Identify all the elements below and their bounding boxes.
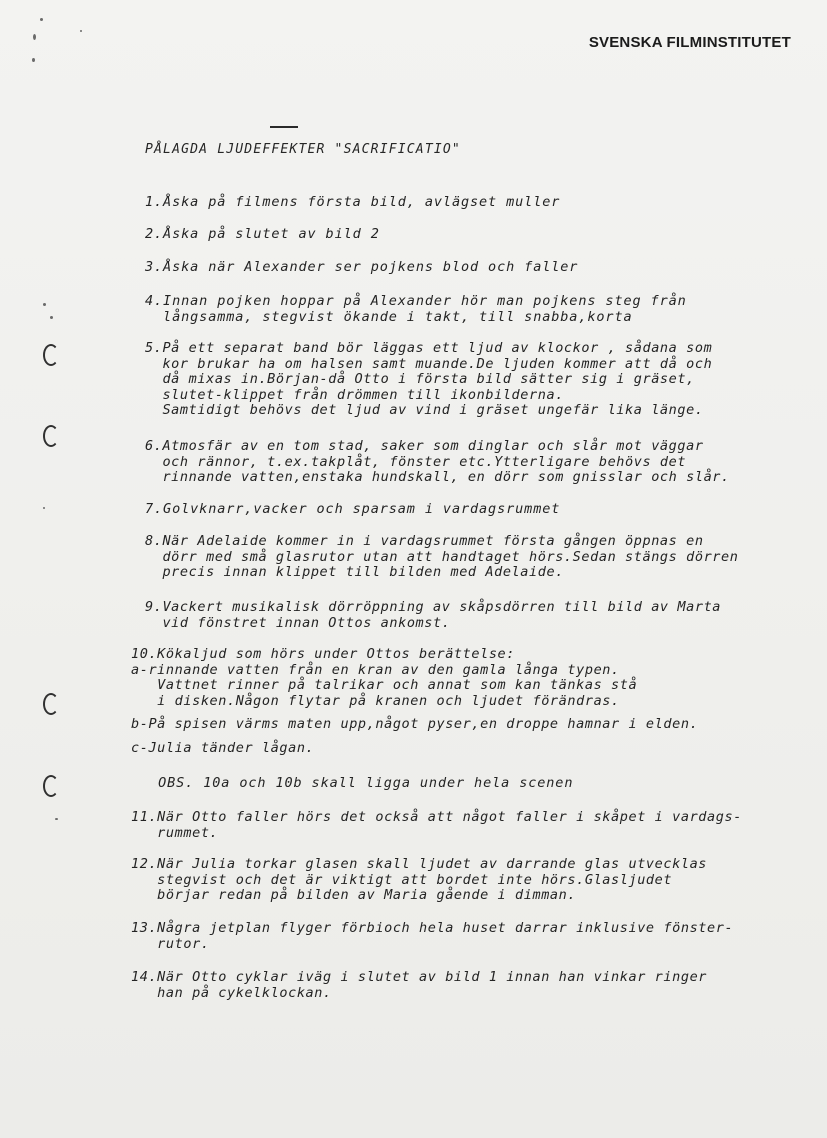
list-item <box>145 294 815 325</box>
list-item <box>131 810 801 841</box>
item-line: OBS. 10a och 10b skall ligga under hela scenen <box>131 775 574 791</box>
item-line: Vattnet rinner på talrikar och annat som kan tänkas stå <box>131 677 638 693</box>
list-item <box>145 341 815 419</box>
item-line: 7.Golvknarr,vacker och sparsam i vardagsrummet <box>145 501 561 517</box>
speck-mark <box>32 58 35 62</box>
item-line: dörr med små glasrutor utan att handtaget hörs.Sedan stängs dörren <box>145 548 739 565</box>
item-line: i disken.Någon flytar på kranen och ljudet förändras. <box>131 692 620 709</box>
item-line: precis innan klippet till bilden med Adelaide. <box>145 564 564 580</box>
list-item <box>145 195 815 211</box>
punch-hole-icon <box>43 425 59 447</box>
speck-mark <box>80 30 82 32</box>
punch-hole-icon <box>43 693 59 715</box>
item-line: 6.Atmosfär av en tom stad, saker som dinglar och slår mot väggar <box>145 438 704 454</box>
item-line: 4.Innan pojken hoppar på Alexander hör man pojkens steg från <box>145 293 687 309</box>
speck-mark <box>55 818 58 820</box>
punch-hole-icon <box>43 775 59 797</box>
list-item <box>131 921 801 952</box>
item-line: 14.När Otto cyklar iväg i slutet av bild 1 innan han vinkar ringer <box>131 969 708 985</box>
item-line: vid fönstret innan Ottos ankomst. <box>145 614 451 631</box>
item-line: rinnande vatten,enstaka hundskall, en dörr som gnisslar och slår. <box>145 469 730 485</box>
speck-mark <box>43 303 46 306</box>
speck-mark <box>40 18 43 21</box>
list-item <box>131 857 801 904</box>
item-line: då mixas in.Början-då Otto i första bild sätter sig i gräset, <box>145 371 695 387</box>
item-line: 10.Kökaljud som hörs under Ottos berättelse: <box>131 646 516 662</box>
list-item <box>131 970 801 1001</box>
item-line: b-På spisen värms maten upp,något pyser,en droppe hamnar i elden. <box>131 716 699 732</box>
item-line: rutor. <box>131 935 210 952</box>
list-item <box>145 534 815 581</box>
list-item <box>145 227 815 243</box>
list-item <box>131 647 801 756</box>
item-line: c-Julia tänder lågan. <box>131 739 315 756</box>
item-line: 2.Åska på slutet av bild 2 <box>145 226 380 242</box>
item-line: 13.Några jetplan flyger förbioch hela huset darrar inklusive fönster- <box>131 920 734 936</box>
item-line: a-rinnande vatten från en kran av den gamla långa typen. <box>131 661 620 678</box>
item-line: 3.Åska när Alexander ser pojkens blod och faller <box>145 259 579 275</box>
list-item <box>145 502 815 518</box>
item-line: stegvist och det är viktigt att bordet inte hörs.Glasljudet <box>131 871 673 888</box>
list-item <box>145 439 815 486</box>
list-item <box>131 776 801 792</box>
item-line: 11.När Otto faller hörs det också att något faller i skåpet i vardags- <box>131 809 742 825</box>
item-line: 12.När Julia torkar glasen skall ljudet av darrande glas utvecklas <box>131 856 708 872</box>
item-line: 8.När Adelaide kommer in i vardagsrummet första gången öppnas en <box>145 533 704 549</box>
item-line: han på cykelklockan. <box>131 984 332 1001</box>
list-item <box>145 600 815 631</box>
item-line: slutet-klippet från drömmen till ikonbilderna. <box>145 386 564 403</box>
item-line: långsamma, stegvist ökande i takt, till snabba,korta <box>145 308 633 325</box>
item-line: och rännor, t.ex.takplåt, fönster etc.Ytterligare behövs det <box>145 453 687 470</box>
item-line: Samtidigt behövs det ljud av vind i gräset ungefär lika länge. <box>145 402 704 418</box>
organization-header: SVENSKA FILMINSTITUTET <box>588 34 791 51</box>
punch-hole-icon <box>43 344 59 366</box>
item-line: 1.Åska på filmens första bild, avlägset muller <box>145 194 561 210</box>
title-dash-mark <box>270 126 298 128</box>
item-line: börjar redan på bilden av Maria gående i dimman. <box>131 887 577 903</box>
speck-mark <box>50 316 53 319</box>
speck-mark <box>33 34 36 40</box>
list-item <box>145 260 815 276</box>
item-line: 9.Vackert musikalisk dörröppning av skåpsdörren till bild av Marta <box>145 599 722 615</box>
item-line: kor brukar ha om halsen samt muande.De ljuden kommer att då och <box>145 355 713 372</box>
document-title: PÅLAGDA LJUDEFFEKTER "SACRIFICATIO" <box>145 142 461 157</box>
item-line: rummet. <box>131 824 219 841</box>
speck-mark <box>43 507 45 509</box>
item-line: 5.På ett separat band bör läggas ett ljud av klockor , sådana som <box>145 340 713 356</box>
